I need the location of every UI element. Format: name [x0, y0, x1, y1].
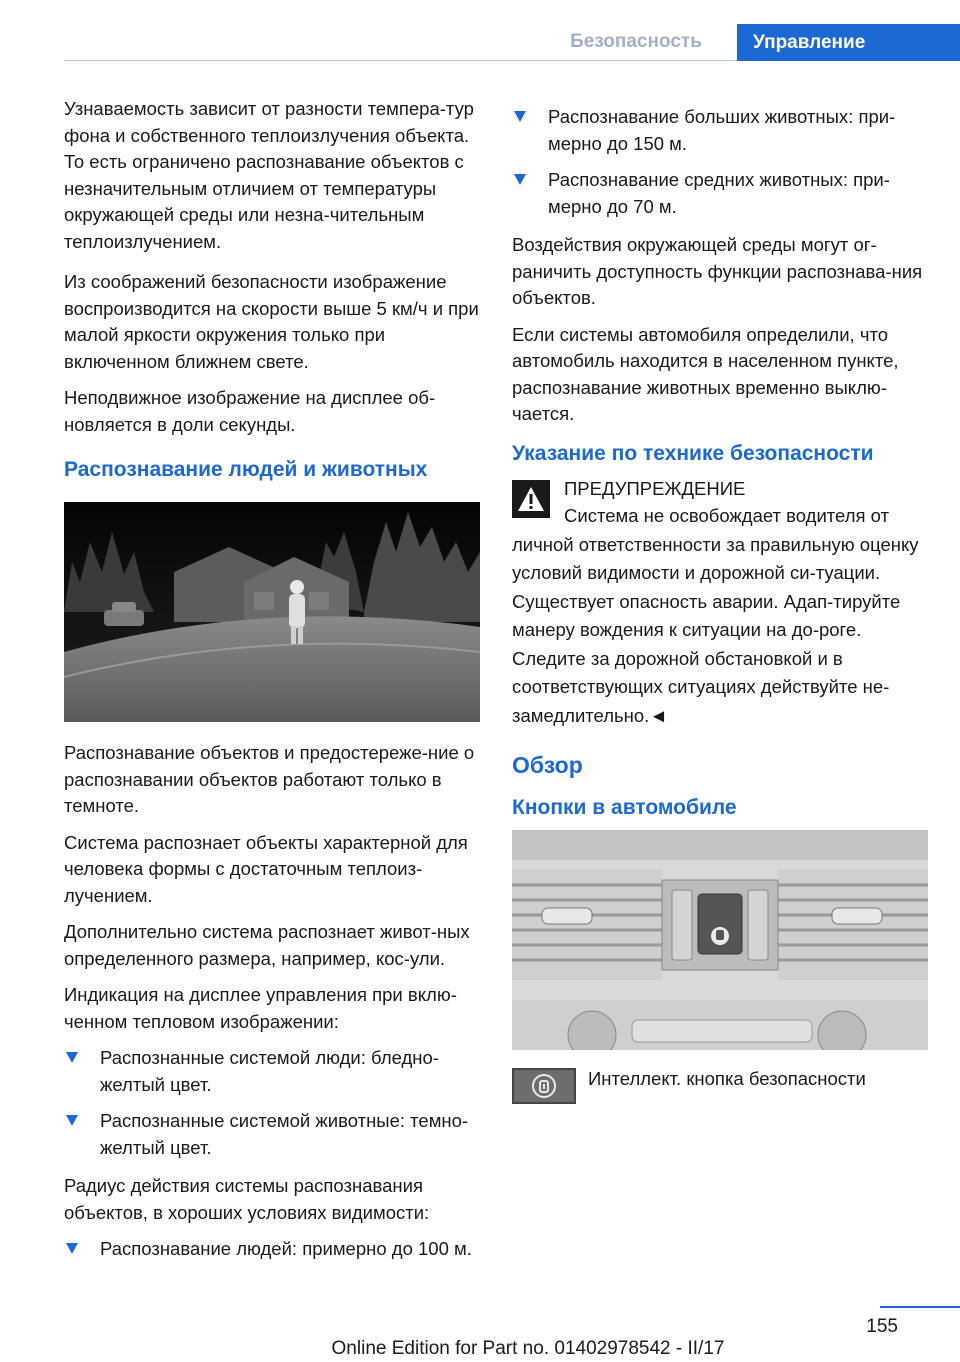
list-item: Распознавание средних животных: при‐мерно до 70 м. [512, 167, 926, 220]
triangle-bullet-icon [66, 1115, 78, 1126]
warning-text: Система не освобождает водителя от личной ответственности за правильную оценку условий видимости и дорожной си‐туации. Существует опасность аварии. Адап‐тируйте манеру вождения к ситуации на до‐роге. Следите за дорожной обстановкой и в соответствующих ситуациях действуйте не‐замедлительно.◄ [512, 505, 919, 726]
edition-line: Online Edition for Part no. 01402978542 - II/17 [331, 1338, 725, 1359]
left-column [64, 96, 480, 1275]
header-section-label: Безопасность [570, 31, 702, 52]
warning-triangle-icon [512, 480, 550, 518]
bullet-list [512, 104, 926, 220]
triangle-bullet-icon [66, 1243, 78, 1254]
paragraph: Индикация на дисплее управления при вклю‐ченном тепловом изображении: [64, 984, 457, 1032]
bullet-list [64, 1045, 480, 1161]
triangle-bullet-icon [514, 111, 526, 122]
button-legend [512, 1066, 926, 1104]
paragraph: Узнаваемость зависит от разности темпера‐тур фона и собственного теплоизлучения объекта. То есть ограничено распознавание объектов с незначительным отличием от температуры окружающей среды или незна‐чительным теплоизлучением. [64, 98, 474, 252]
chapter-heading: Обзор [512, 752, 583, 778]
night-vision-image [64, 502, 480, 722]
list-item: Распознанные системой животные: темно-желтый цвет. [64, 1108, 480, 1161]
right-column [512, 96, 926, 1104]
safety-button-icon [512, 1068, 576, 1104]
warning-title: ПРЕДУПРЕЖДЕНИЕ [564, 477, 746, 499]
dashboard-buttons-image [512, 830, 928, 1050]
section-heading: Указание по технике безопасности [512, 441, 874, 465]
list-item: Распознавание больших животных: при‐мерно до 150 м. [512, 104, 926, 157]
triangle-bullet-icon [514, 174, 526, 185]
section-heading: Кнопки в автомобиле [512, 796, 737, 819]
footer-rule [880, 1306, 960, 1308]
paragraph: Распознавание объектов и предостереже‐ние о распознавании объектов работают только в темноте. [64, 742, 475, 816]
page-number: 155 [866, 1316, 898, 1337]
paragraph: Из соображений безопасности изображение воспроизводится на скорости выше 5 км/ч и при малой яркости окружения только при включенном ближнем свете. [64, 271, 479, 372]
header-chapter-tab: Управление [737, 24, 960, 61]
paragraph: Система распознает объекты характерной для человека формы с достаточным теплоиз‐лучением. [64, 831, 468, 906]
section-heading: Распознавание людей и животных [64, 458, 428, 481]
paragraph: Воздействия окружающей среды могут ог‐раничить доступность функции распознава‐ния объектов. [512, 234, 923, 308]
paragraph: Неподвижное изображение на дисплее об‐новляется в доли секунды. [64, 387, 436, 435]
list-item: Распознанные системой люди: бледно-желтый цвет. [64, 1045, 480, 1098]
bullet-list [64, 1236, 480, 1263]
list-item: Распознавание людей: примерно до 100 м. [64, 1236, 480, 1263]
warning-block [512, 476, 926, 731]
triangle-bullet-icon [66, 1052, 78, 1063]
paragraph: Радиус действия системы распознавания объектов, в хороших условиях видимости: [64, 1175, 430, 1223]
paragraph: Дополнительно система распознает живот‐ных определенного размера, например, кос‐ули. [64, 921, 470, 969]
button-legend-label: Интеллект. кнопка безопасности [588, 1068, 866, 1089]
paragraph: Если системы автомобиля определили, что автомобиль находится в населенном пункте, распознавание животных временно выклю‐чается. [512, 323, 899, 424]
